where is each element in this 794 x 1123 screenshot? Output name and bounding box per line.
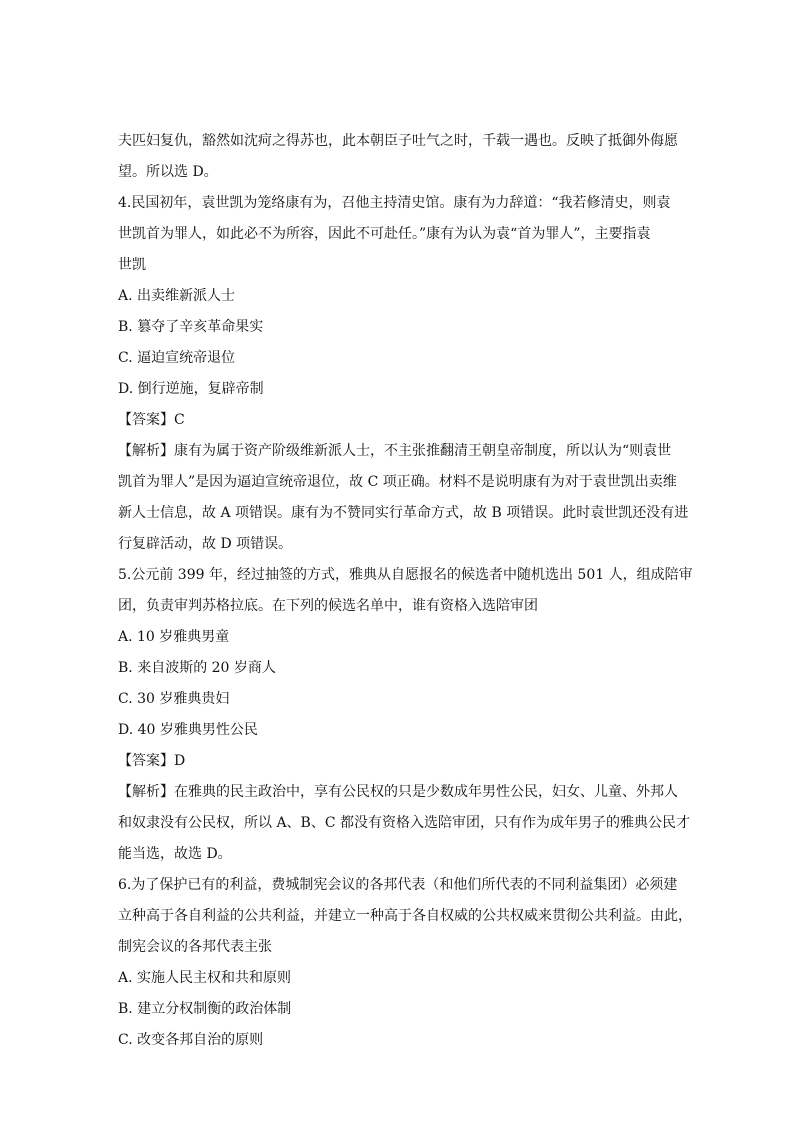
question-4-stem: 世凯首为罪人，如此必不为所容，因此不可赴任。”康有为认为袁“首为罪人”，主要指袁 <box>118 226 651 242</box>
question-4-analysis: 行复辟活动，故 D 项错误。 <box>118 536 293 552</box>
question-6-option-b: B. 建立分权制衡的政治体制 <box>118 1001 292 1017</box>
question-4-option-a: A. 出卖维新派人士 <box>118 288 236 304</box>
question-5-analysis: 【解析】在雅典的民主政治中，享有公民权的只是少数成年男性公民，妇女、儿童、外邦人 <box>118 784 678 800</box>
question-4-answer: 【答案】C <box>118 412 185 428</box>
text-line: 夫匹妇复仇，豁然如沈疴之得苏也，此本朝臣子吐气之时，千载一遇也。反映了抵御外侮愿 <box>118 133 678 149</box>
question-5-analysis: 能当选，故选 D。 <box>118 846 232 862</box>
question-4-analysis: 凯首为罪人”是因为逼迫宣统帝退位，故 C 项正确。材料不是说明康有为对于袁世凯出卖维 <box>118 474 677 490</box>
question-5-stem: 5.公元前 399 年，经过抽签的方式，雅典从自愿报名的候选者中随机选出 501 人，组成陪审 <box>118 567 693 583</box>
question-6-option-a: A. 实施人民主权和共和原则 <box>118 970 292 986</box>
question-4-option-b: B. 篡夺了辛亥革命果实 <box>118 319 264 335</box>
question-4-stem: 世凯 <box>118 257 146 273</box>
question-4-analysis: 【解析】康有为属于资产阶级维新派人士，不主张推翻清王朝皇帝制度，所以认为“则袁世 <box>118 443 672 459</box>
question-6-stem: 立种高于各自利益的公共利益，并建立一种高于各自权威的公共权威来贯彻公共利益。由此， <box>118 908 692 924</box>
question-5-option-a: A. 10 岁雅典男童 <box>118 629 230 645</box>
question-6-stem: 制宪会议的各邦代表主张 <box>118 939 272 955</box>
text-line: 望。所以选 D。 <box>118 164 218 180</box>
question-5-option-d: D. 40 岁雅典男性公民 <box>118 722 258 738</box>
question-5-answer: 【答案】D <box>118 753 186 769</box>
question-5-stem: 团，负责审判苏格拉底。在下列的候选名单中，谁有资格入选陪审团 <box>118 598 538 614</box>
question-5-option-b: B. 来自波斯的 20 岁商人 <box>118 660 276 676</box>
question-4-option-c: C. 逼迫宣统帝退位 <box>118 350 236 366</box>
document-page <box>118 126 693 1056</box>
question-5-option-c: C. 30 岁雅典贵妇 <box>118 691 230 707</box>
question-6-stem: 6.为了保护已有的利益，费城制宪会议的各邦代表（和他们所代表的不同利益集团）必须建 <box>118 877 678 893</box>
question-4-option-d: D. 倒行逆施，复辟帝制 <box>118 381 264 397</box>
question-4-analysis: 新人士信息，故 A 项错误。康有为不赞同实行革命方式，故 B 项错误。此时袁世凯还没有进 <box>118 505 689 521</box>
question-5-analysis: 和奴隶没有公民权，所以 A、B、C 都没有资格入选陪审团，只有作为成年男子的雅典公民才 <box>118 815 691 831</box>
question-4-stem: 4.民国初年，袁世凯为笼络康有为，召他主持清史馆。康有为力辞道：“我若修清史，则袁 <box>118 195 671 211</box>
question-6-option-c: C. 改变各邦自治的原则 <box>118 1032 264 1048</box>
